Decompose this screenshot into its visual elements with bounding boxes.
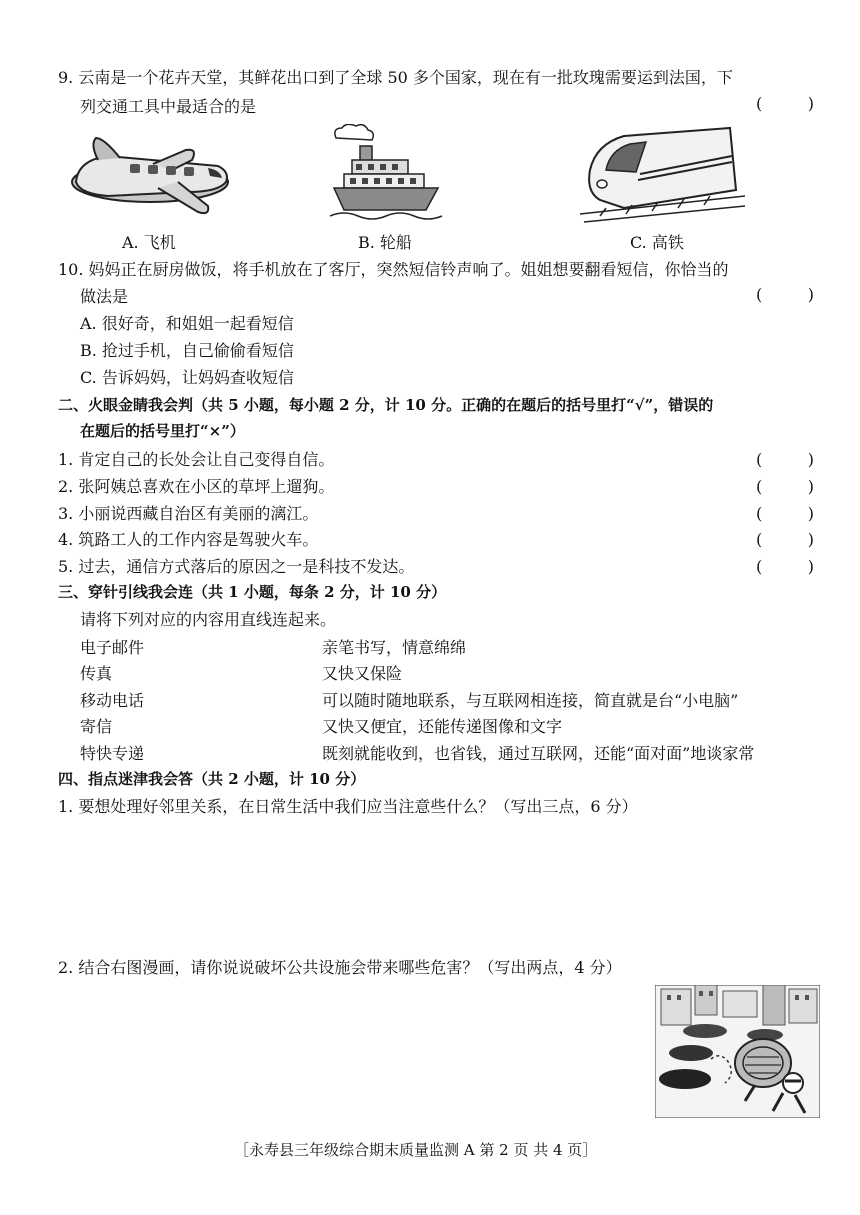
section4-q2: 2. 结合右图漫画，请你说说破坏公共设施会带来哪些危害？（写出两点，4 分） <box>58 958 622 977</box>
q9-option-b[interactable]: B. 轮船 <box>358 233 412 252</box>
q10-option-b[interactable]: B. 抢过手机，自己偷偷看短信 <box>80 341 294 360</box>
section2-heading-line1: 二、火眼金睛我会判（共 5 小题，每小题 2 分，计 10 分。正确的在题后的括号里打“√”，错误的 <box>58 396 714 414</box>
q9-text-line1: 9. 云南是一个花卉天堂，其鲜花出口到了全球 50 多个国家，现在有一批玫瑰需要运到法国，下 <box>58 68 733 87</box>
section4-heading: 四、指点迷津我会答（共 2 小题，计 10 分） <box>58 770 366 788</box>
section4-q1: 1. 要想处理好邻里关系，在日常生活中我们应当注意些什么？（写出三点，6 分） <box>58 797 638 816</box>
section2-item-1-bracket[interactable]: ( ) <box>756 450 814 469</box>
match-left-4[interactable]: 寄信 <box>80 717 113 736</box>
q9-option-c[interactable]: C. 高铁 <box>630 233 684 252</box>
match-left-5[interactable]: 特快专递 <box>80 744 145 763</box>
section2-item-5: 5. 过去，通信方式落后的原因之一是科技不发达。 <box>58 557 415 576</box>
match-left-2[interactable]: 传真 <box>80 664 113 683</box>
page-footer: ［永寿县三年级综合期末质量监测 A 第 2 页 共 4 页］ <box>234 1141 598 1159</box>
section2-item-1: 1. 肯定自己的长处会让自己变得自信。 <box>58 450 335 469</box>
section3-heading: 三、穿针引线我会连（共 1 小题，每条 2 分，计 10 分） <box>58 583 447 601</box>
q10-option-c[interactable]: C. 告诉妈妈，让妈妈查收短信 <box>80 368 294 387</box>
q9-text-line2: 列交通工具中最适合的是 <box>80 97 257 116</box>
ship-icon <box>330 124 445 224</box>
section3-instruction: 请将下列对应的内容用直线连起来。 <box>80 610 337 629</box>
q9-option-a[interactable]: A. 飞机 <box>122 233 176 252</box>
q10-option-a[interactable]: A. 很好奇，和姐姐一起看短信 <box>80 314 294 333</box>
match-right-1[interactable]: 亲笔书写，情意绵绵 <box>322 638 467 657</box>
match-right-4[interactable]: 又快又便宜，还能传递图像和文字 <box>322 717 563 736</box>
section2-item-2-bracket[interactable]: ( ) <box>756 477 814 496</box>
section2-item-4-bracket[interactable]: ( ) <box>756 530 814 549</box>
match-right-2[interactable]: 又快又保险 <box>322 664 403 683</box>
q10-text-line2: 做法是 <box>80 287 129 306</box>
train-icon <box>580 126 745 224</box>
section2-item-5-bracket[interactable]: ( ) <box>756 557 814 576</box>
section2-item-2: 2. 张阿姨总喜欢在小区的草坪上遛狗。 <box>58 477 335 496</box>
section2-item-3-bracket[interactable]: ( ) <box>756 504 814 523</box>
manhole-thief-cartoon-icon <box>655 985 820 1118</box>
q10-answer-bracket[interactable]: ( ) <box>756 285 814 304</box>
match-left-1[interactable]: 电子邮件 <box>80 638 145 657</box>
section2-item-3: 3. 小丽说西藏自治区有美丽的漓江。 <box>58 504 319 523</box>
q9-answer-bracket[interactable]: ( ) <box>756 94 814 113</box>
match-right-5[interactable]: 既刻就能收到，也省钱，通过互联网，还能“面对面”地谈家常 <box>322 744 755 763</box>
airplane-icon <box>68 130 233 220</box>
section2-heading-line2: 在题后的括号里打“×”） <box>80 422 245 440</box>
match-right-3[interactable]: 可以随时随地联系，与互联网相连接，简直就是台“小电脑” <box>322 691 739 710</box>
match-left-3[interactable]: 移动电话 <box>80 691 145 710</box>
q10-text-line1: 10. 妈妈正在厨房做饭，将手机放在了客厅，突然短信铃声响了。姐姐想要翻看短信，你恰当的 <box>58 260 729 279</box>
section2-item-4: 4. 筑路工人的工作内容是驾驶火车。 <box>58 530 319 549</box>
